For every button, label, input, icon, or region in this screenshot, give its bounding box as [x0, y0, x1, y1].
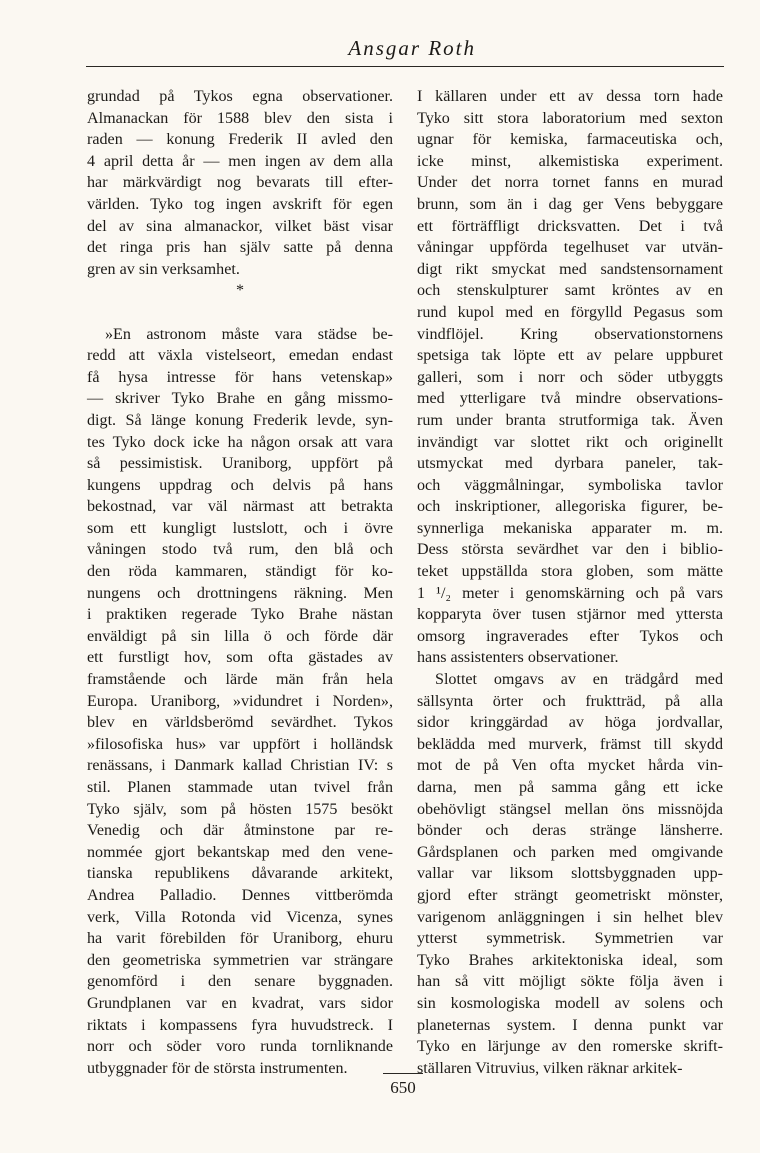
- text-line: stil. Planen stammade utan tvivel från: [87, 779, 393, 796]
- text-line: genomförd i den senare byggnaden.: [87, 973, 393, 991]
- text-line: icke minst, alkemistiska experiment.: [417, 152, 723, 170]
- text-line: i praktiken regerade Tyko Brahe nästan: [87, 606, 393, 624]
- text-line: varigenom anläggningen i sin helhet blev: [417, 908, 723, 926]
- text-line: nungens och drottningens räkning. Men: [87, 584, 393, 602]
- text-line: synnerliga mekaniska apparater m. m.: [417, 519, 723, 537]
- text-line: kungens uppdrag och delvis på hans: [87, 476, 393, 494]
- text-line: han så vitt möjligt sökte följa även i: [417, 973, 723, 991]
- text-line: invändigt var slottet rikt och originellt: [417, 433, 723, 451]
- text-line: planeternas system. I denna punkt var: [417, 1016, 723, 1034]
- text-line: gren av sin verksamhet.: [87, 260, 240, 278]
- text-line: det ringa pris han själv satte på denna: [87, 239, 393, 257]
- text-line: ett furstligt hov, som ofta gästades av: [87, 649, 393, 667]
- text-line: vindflöjel. Kring observationstornens: [417, 325, 723, 343]
- text-line: tianska republikens dåvarande arkitekt,: [87, 865, 393, 883]
- left-text-column: [87, 86, 393, 1079]
- text-line: teket uppställda stora globen, som mätte: [417, 563, 723, 581]
- text-line: kopparyta över tusen stjärnor med yttersta: [417, 606, 723, 624]
- text-line: har märkvärdigt nog bevarats till efter-: [87, 174, 393, 192]
- text-line: ytterst symmetrisk. Symmetrien var: [417, 930, 723, 948]
- text-line: Tyko själv, som på hösten 1575 besökt: [87, 800, 393, 818]
- text-line: Slottet omgavs av en trädgård med: [435, 671, 723, 689]
- text-line: del av sina almanackor, vilket bäst visar: [87, 217, 393, 235]
- text-line: I källaren under ett av dessa torn hade: [417, 88, 723, 105]
- text-line: utsmyckat med dyrbara paneler, tak-: [417, 455, 723, 473]
- text-line: som ett kungligt lustslott, och i övre: [87, 519, 393, 537]
- text-line: ugnar för kemiska, farmaceutiska och,: [417, 131, 723, 149]
- text-line: den geometriska symmetrien var strängare: [87, 951, 393, 969]
- right-text-column: [417, 86, 723, 1079]
- text-line: framstående och lärde män från hela: [87, 671, 393, 689]
- text-line: Venedig och där åtminstone par re-: [87, 822, 393, 840]
- text-line: — skriver Tyko Brahe en gång missmo-: [87, 390, 393, 408]
- text-line: sällsynta örter och fruktträd, på alla: [417, 692, 723, 710]
- text-line: Tyko sitt stora laboratorium med sexton: [417, 109, 723, 127]
- text-line: darna, men på samma gång ett icke: [417, 779, 723, 796]
- text-line: renässans, i Danmark kallad Christian IV: s: [87, 757, 393, 775]
- text-line: världen. Tyko tog ingen avskrift för egen: [87, 195, 393, 213]
- text-line: ställaren Vitruvius, vilken räknar arkitek-: [417, 1059, 683, 1077]
- text-line: [87, 302, 393, 324]
- text-line: och stenskulpturer samt kröntes av en: [417, 282, 723, 300]
- text-line: sin kosmologiska modell av solens och: [417, 994, 723, 1012]
- text-line: ha varit förebilden för Uraniborg, ehuru: [87, 930, 393, 948]
- text-line: omsorg ingraverades efter Tykos och: [417, 627, 723, 645]
- text-line: obehövligt stängsel mellan öns missnöjda: [417, 800, 723, 818]
- text-line: spetsiga tak löpte ett av pelare uppburet: [417, 347, 723, 365]
- text-line: Gårdsplanen och parken med omgivande: [417, 843, 723, 861]
- text-line: rund kupol med en förgylld Pegasus som: [417, 303, 723, 321]
- text-line: galleri, som i norr och söder utbyggts: [417, 368, 723, 386]
- text-line: och väggmålningar, symboliska tavlor: [417, 476, 723, 494]
- text-line: raden — konung Frederik II avled den: [87, 131, 393, 149]
- text-line: våningar uppförda tegelhuset var utvän-: [417, 239, 723, 257]
- text-line: få hysa intresse för hans vetenskap»: [87, 368, 393, 386]
- text-line: grundad på Tykos egna observationer.: [87, 88, 393, 105]
- text-line: tes Tyko dock icke ha någon orsak att vara: [87, 433, 393, 451]
- running-title: Ansgar Roth: [348, 36, 476, 60]
- text-line: Andrea Palladio. Dennes vittberömda: [87, 886, 393, 904]
- text-line: så pessimistisk. Uraniborg, uppfört på: [87, 455, 393, 473]
- page-number: 650: [383, 1073, 423, 1098]
- text-line: våningen stodo två rum, den blå och: [87, 541, 393, 559]
- text-line: norr och söder voro runda tornliknande: [87, 1038, 393, 1056]
- text-line: »En astronom måste vara städse be-: [105, 325, 393, 343]
- section-separator: *: [235, 282, 245, 300]
- text-line: Grundplanen var en kvadrat, vars sidor: [87, 994, 393, 1012]
- text-line: Tyko Brahes arkitektoniska ideal, som: [417, 951, 723, 969]
- text-line: »filosofiska hus» var uppfört i holländsk: [87, 735, 393, 753]
- text-line: utbyggnader för de största instrumenten.: [87, 1059, 348, 1077]
- text-line: enväldigt på sin lilla ö och förde där: [87, 627, 393, 645]
- text-line: beklädda med murverk, främst till skydd: [417, 735, 723, 753]
- text-line: 1 ¹/₂ meter i genomskärning och på vars: [417, 584, 723, 602]
- text-line: och inskriptioner, allegoriska figurer, be-: [417, 498, 723, 516]
- text-line: verk, Villa Rotonda vid Vicenza, synes: [87, 908, 393, 926]
- text-line: bönder och deras stränge länsherre.: [417, 822, 723, 840]
- text-line: Europa. Uraniborg, »vidundret i Norden»,: [87, 692, 393, 710]
- text-line: digt rikt smyckat med sandstensornament: [417, 260, 723, 278]
- text-line: hans assistenters observationer.: [417, 649, 619, 667]
- text-line: riktats i kompassens fyra huvudstreck. I: [87, 1016, 393, 1034]
- text-line: vallar var liksom slottsbyggnaden upp-: [417, 865, 723, 883]
- text-line: Tyko en lärjunge av den romerske skrift-: [417, 1038, 723, 1056]
- running-header: [86, 34, 724, 67]
- text-line: digt. Så länge konung Frederik levde, syn-: [87, 411, 393, 429]
- text-line: nommée gjort bekantskap med den vene-: [87, 843, 393, 861]
- text-line: bekostnad, var väl närmast att betrakta: [87, 498, 393, 516]
- text-line: Almanackan för 1588 blev den sista i: [87, 109, 393, 127]
- text-line: med ytterligare två mindre observations-: [417, 390, 723, 408]
- text-line: gjord efter strängt geometriskt mönster,: [417, 886, 723, 904]
- text-line: 4 april detta år — men ingen av dem alla: [87, 152, 393, 170]
- text-line: Dess största sevärdhet var den i biblio-: [417, 541, 723, 559]
- text-line: redd att växla vistelseort, emedan endast: [87, 347, 393, 365]
- text-line: ett förträffligt dricksvatten. Det i två: [417, 217, 723, 235]
- text-line: Under det norra tornet fanns en murad: [417, 174, 723, 192]
- text-line: blev en världsberömd sevärdhet. Tykos: [87, 714, 393, 732]
- text-line: den röda kammaren, ständigt för ko-: [87, 563, 393, 581]
- text-line: brunn, som än i dag ger Vens bebyggare: [417, 195, 723, 213]
- text-line: sidor kringgärdad av höga jordvallar,: [417, 714, 723, 732]
- text-line: rum under branta strutformiga tak. Även: [417, 411, 723, 429]
- text-line: mot de på Ven ofta mycket hårda vin-: [417, 757, 723, 775]
